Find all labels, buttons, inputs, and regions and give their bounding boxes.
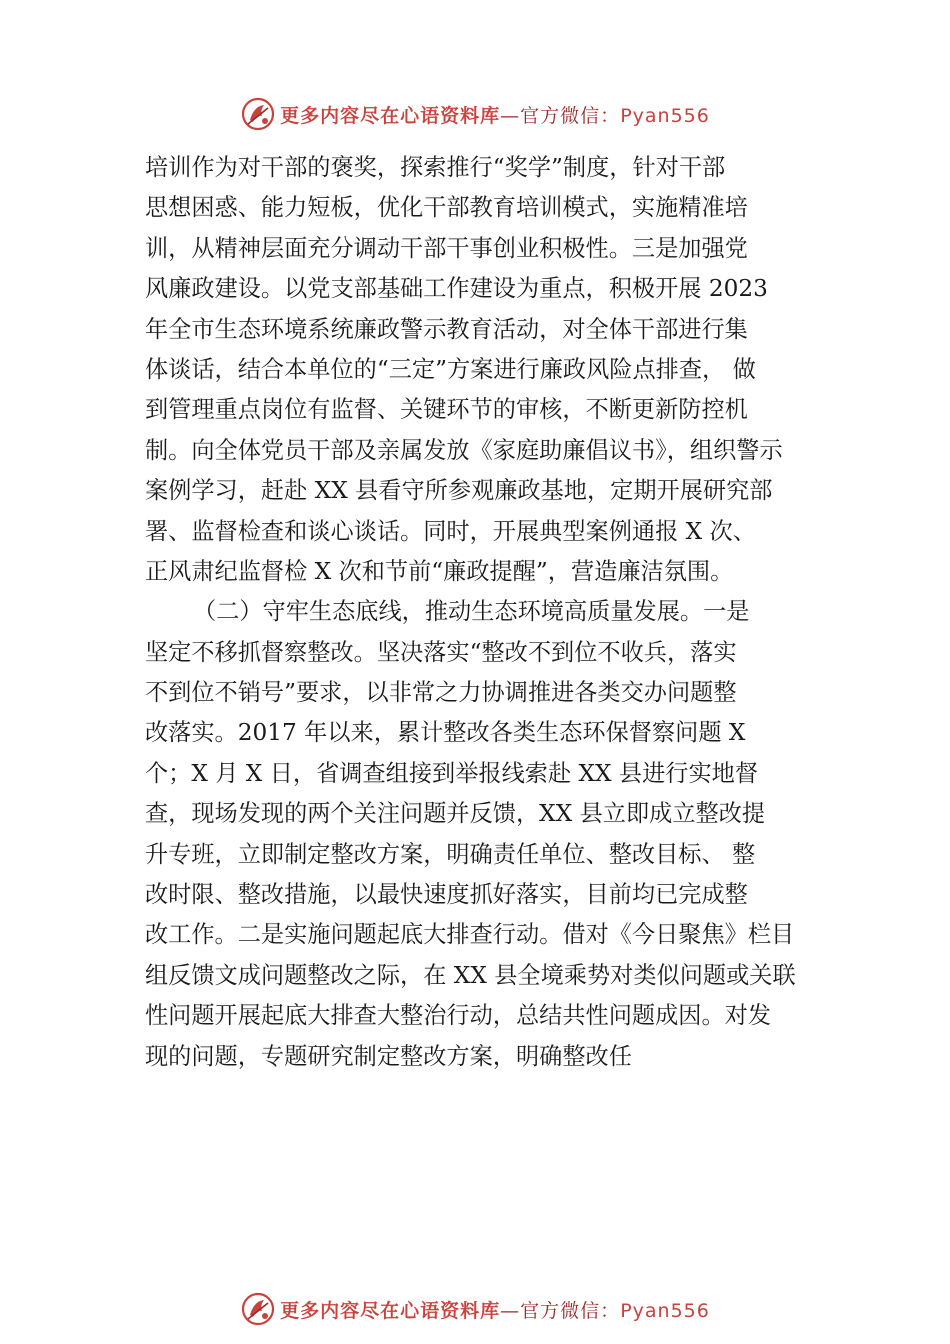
body-line: 风廉政建设。以党支部基础工作建设为重点，积极开展 2023 — [145, 275, 768, 303]
watermark-handle: Pyan556 — [620, 1299, 710, 1322]
body-line: 组反馈文成问题整改之际，在 XX 县全境乘势对类似问题或关联 — [145, 961, 796, 989]
seal-logo-icon — [240, 1291, 276, 1327]
watermark-dash: — — [500, 1299, 521, 1322]
body-line: 坚定不移抓督察整改。坚决落实“整改不到位不收兵，落实 — [145, 638, 737, 666]
body-line: 制。向全体党员干部及亲属发放《家庭助廉倡议书》，组织警示 — [145, 436, 783, 464]
footer-watermark-banner — [0, 1287, 950, 1331]
body-line: 思想困惑、能力短板，优化干部教育培训模式，实施精准培 — [145, 194, 748, 222]
body-line: 到管理重点岗位有监督、关键环节的审核，不断更新防控机 — [145, 396, 748, 424]
body-line: 署、监督检查和谈心谈话。同时，开展典型案例通报 X 次、 — [145, 517, 756, 545]
body-line: 年全市生态环境系统廉政警示教育活动，对全体干部进行集 — [145, 315, 748, 343]
section-heading-line: （二）守牢生态底线，推动生态环境高质量发展。一是 — [193, 598, 750, 626]
body-line: 训，从精神层面充分调动干部干事创业积极性。三是加强党 — [145, 234, 748, 262]
body-line: 正风肃纪监督检 X 次和节前“廉政提醒”，营造廉洁氛围。 — [145, 557, 734, 585]
watermark-handle: Pyan556 — [620, 104, 710, 127]
body-line: 改落实。2017 年以来，累计整改各类生态环保督察问题 X — [145, 719, 746, 747]
document-body — [145, 148, 821, 1077]
body-line: 现的问题，专题研究制定整改方案，明确整改任 — [145, 1042, 632, 1070]
body-line: 培训作为对干部的褒奖，探索推行“奖学”制度，针对干部 — [145, 154, 726, 181]
watermark-text — [280, 1296, 710, 1323]
watermark-dash: — — [500, 104, 521, 127]
watermark-middle: 官方微信： — [520, 1299, 621, 1322]
seal-logo-icon — [240, 96, 276, 132]
header-watermark-banner — [0, 92, 950, 136]
body-line: 改时限、整改措施，以最快速度抓好落实，目前均已完成整 — [145, 881, 748, 909]
watermark-text — [280, 101, 710, 128]
body-line: 个；X 月 X 日，省调查组接到举报线索赴 XX 县进行实地督 — [145, 759, 759, 787]
body-line: 案例学习，赶赴 XX 县看守所参观廉政基地，定期开展研究部 — [145, 477, 773, 505]
body-line: 升专班，立即制定整改方案，明确责任单位、整改目标、 整 — [145, 840, 756, 868]
body-line: 改工作。二是实施问题起底大排查行动。借对《今日聚焦》栏目 — [145, 921, 795, 949]
watermark-middle: 官方微信： — [520, 104, 621, 127]
body-line: 不到位不销号”要求，以非常之力协调推进各类交办问题整 — [145, 679, 737, 707]
watermark-prefix: 更多内容尽在心语资料库 — [280, 1299, 501, 1322]
body-line: 查，现场发现的两个关注问题并反馈，XX 县立即成立整改提 — [145, 800, 766, 828]
body-line: 性问题开展起底大排查大整治行动，总结共性问题成因。对发 — [145, 1002, 772, 1030]
watermark-prefix: 更多内容尽在心语资料库 — [280, 104, 501, 127]
body-line: 体谈话，结合本单位的“三定”方案进行廉政风险点排查， 做 — [145, 355, 756, 383]
